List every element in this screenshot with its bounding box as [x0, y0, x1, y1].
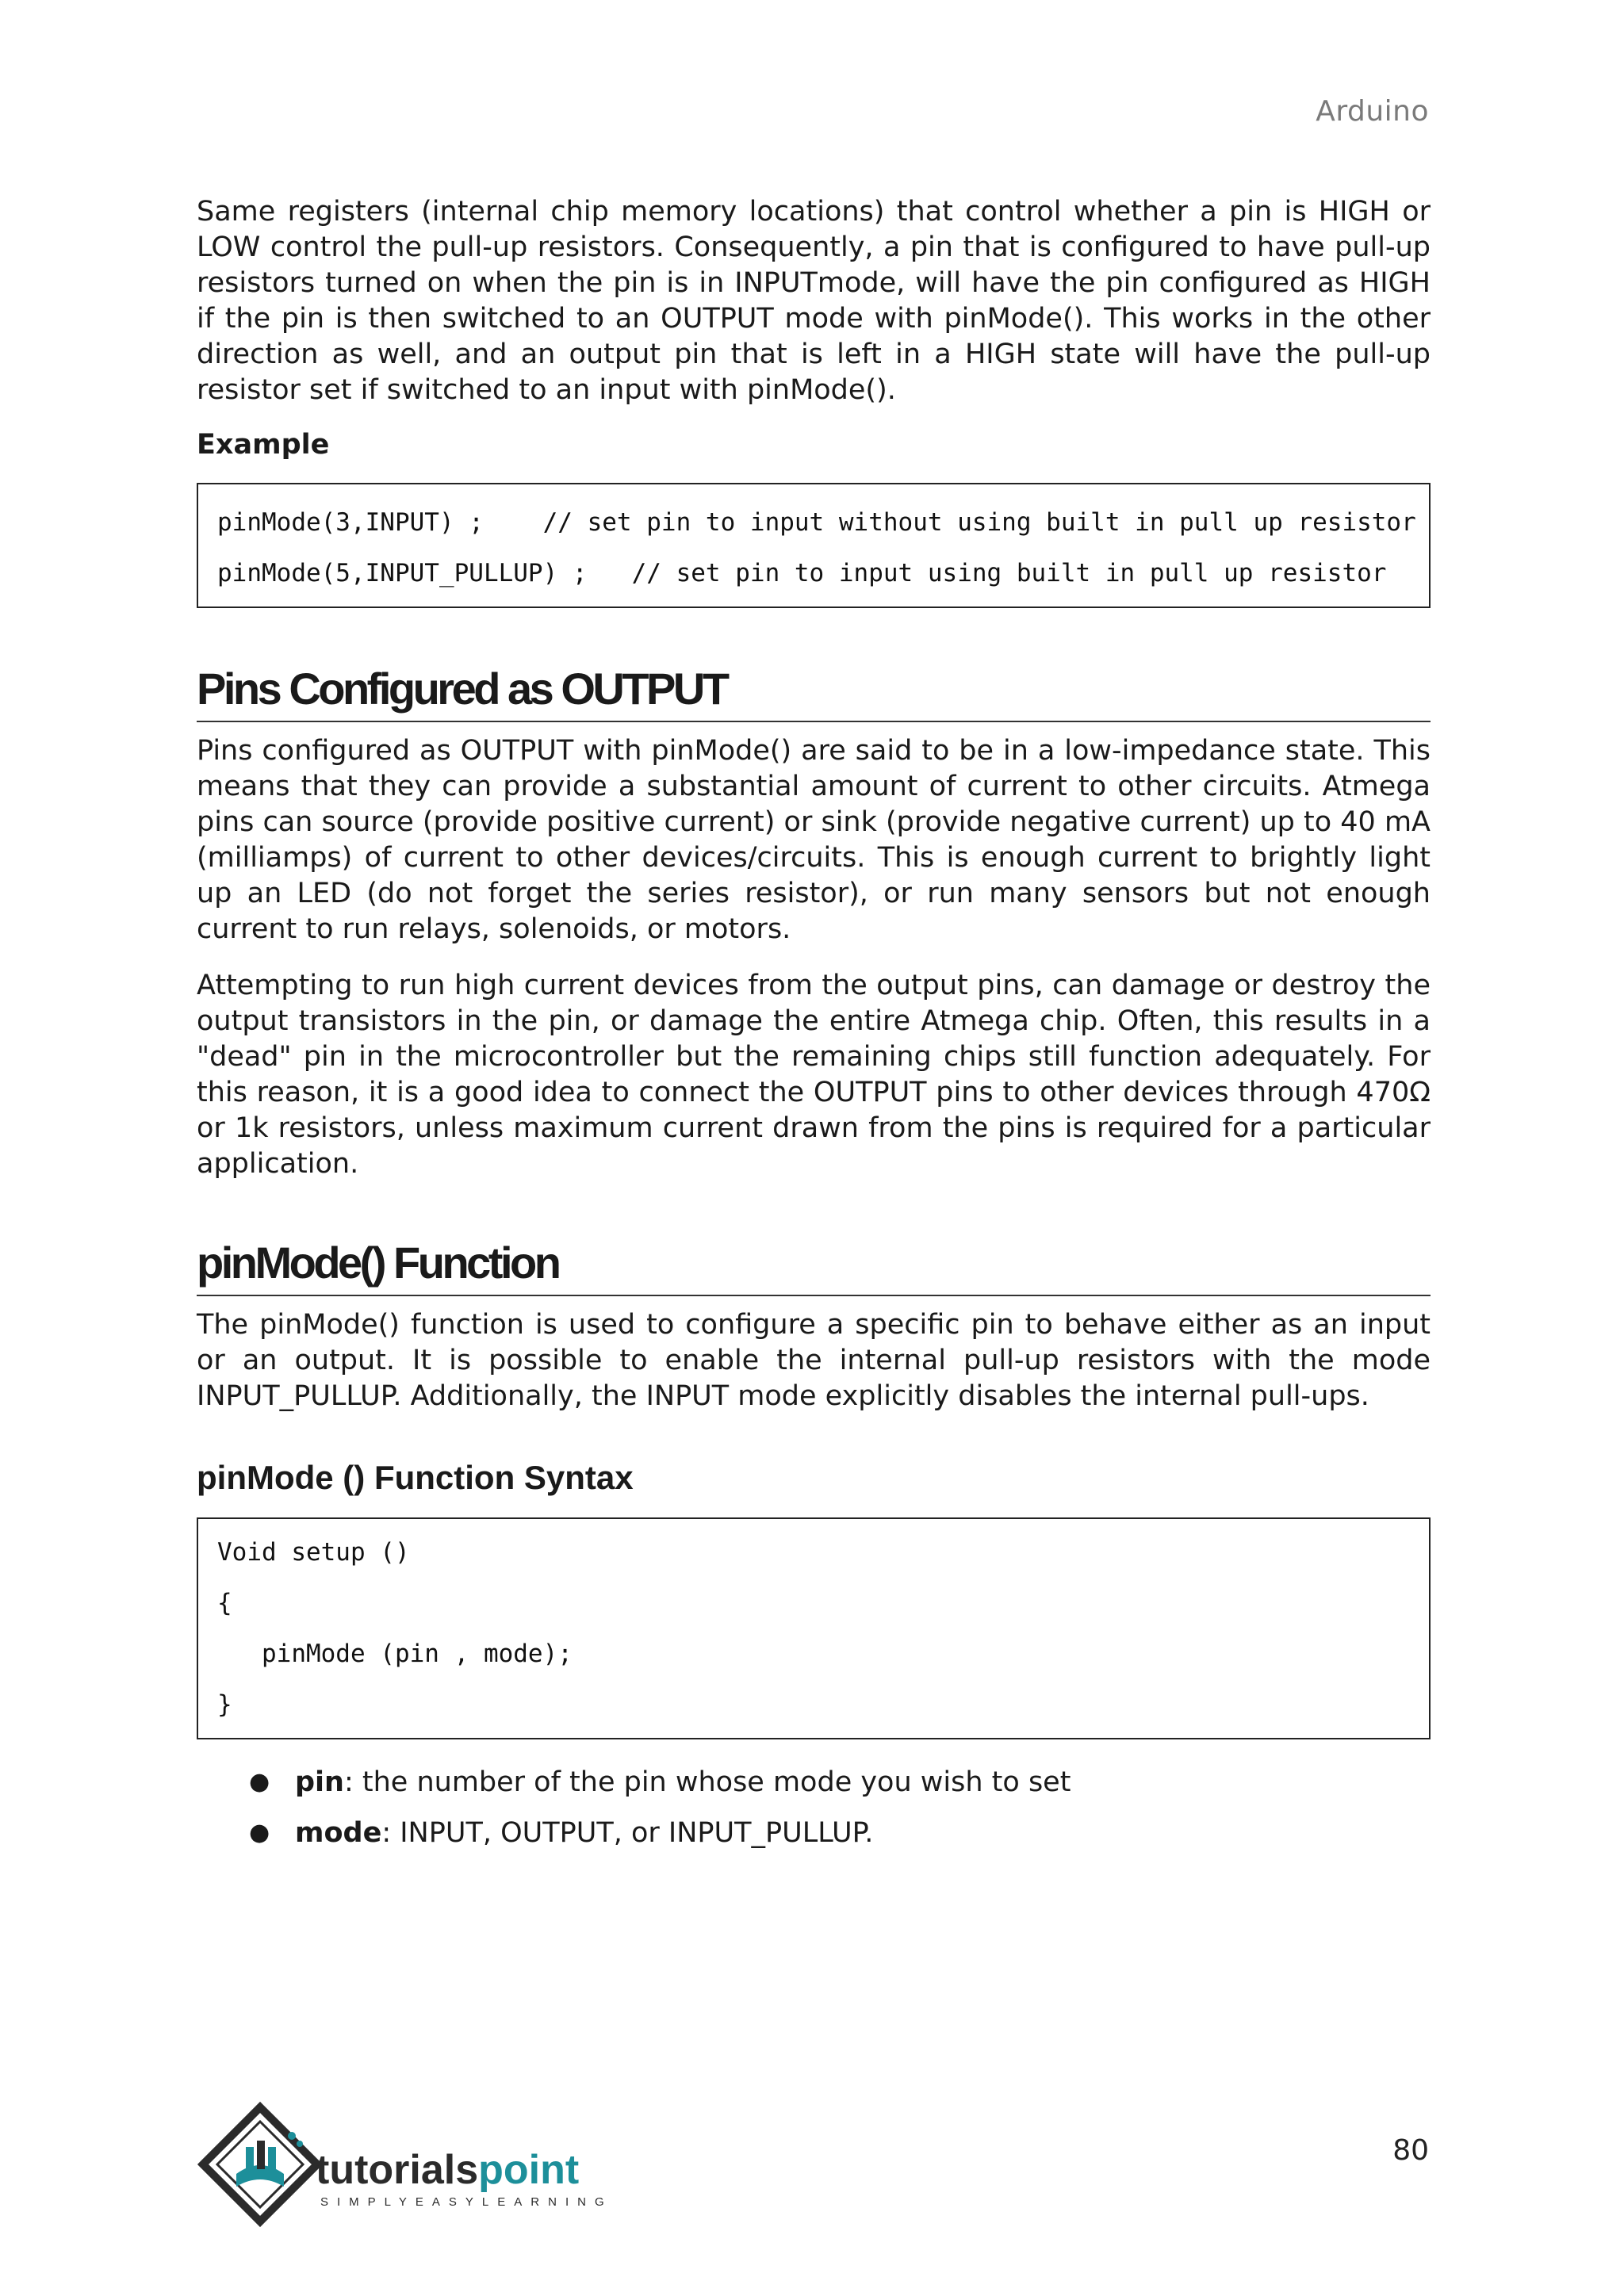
pinmode-paragraph: The pinMode() function is used to configure a specific pin to behave either as an input or an output. It is possible to enable the internal pull-up resistors with the mode INPUT_PULLUP. Additionally, the INPUT mode explicitly disables the internal pull-ups.	[197, 1309, 1431, 1412]
bullet-icon: ●	[249, 1768, 270, 1796]
code-line	[217, 548, 1410, 599]
section-title-pinmode: pinMode() Function	[197, 1234, 1431, 1296]
example-code-block	[197, 483, 1431, 608]
example-label: Example	[197, 429, 330, 461]
code-line: {	[217, 1589, 232, 1617]
code-line: pinMode (pin , mode);	[217, 1640, 573, 1668]
parameter-list	[197, 1757, 1431, 1858]
code-line	[217, 497, 1416, 548]
tutorialspoint-logo	[197, 2101, 625, 2236]
bullet-icon: ●	[249, 1819, 270, 1846]
param-term: pin	[295, 1766, 344, 1798]
code-line: }	[217, 1690, 232, 1719]
syntax-code-block	[197, 1517, 1431, 1739]
code-statement: pinMode(3,INPUT) ;	[217, 508, 484, 537]
code-line: Void setup ()	[217, 1538, 410, 1567]
page-content	[197, 194, 1431, 1858]
running-header: Arduino	[1316, 95, 1429, 128]
logo-diamond-icon	[203, 2107, 317, 2221]
output-paragraph: Attempting to run high current devices from the output pins, can damage or destroy the output transistors in the pin, or damage the entire Atmega chip. Often, this results in a "dead" pin in the microcontroller but the remaining chips still function adequately. For this reason, it is a good idea to connect the OUTPUT pins to other devices through 470Ω or 1k resistors, unless maximum current drawn from the pins is required for a particular application.	[197, 970, 1431, 1180]
param-term: mode	[295, 1817, 382, 1849]
code-comment: // set pin to input without using built in pull up resistor	[542, 508, 1416, 537]
output-paragraph: Pins configured as OUTPUT with pinMode() are said to be in a low-impedance state. This means that they can provide a substantial amount of current to other circuits. Atmega pins can source (provide positive current) or sink (provide negative current) up to 40 mA (milliamps) of current to other devices/circuits. This is enough current to brightly light up an LED (do not forget the series resistor), or run many sensors but not enough current to run relays, solenoids, or motors.	[197, 735, 1431, 945]
page-number: 80	[1392, 2134, 1429, 2167]
intro-paragraph: Same registers (internal chip memory locations) that control whether a pin is HIGH or LOW control the pull-up resistors. Consequently, a pin that is configured to have pull-up resistors turned on when the pin is in INPUTmode, will have the pin configured as HIGH if the pin is then switched to an OUTPUT mode with pinMode(). This works in the other direction as well, and an output pin that is left in a HIGH state will have the pull-up resistor set if switched to an input with pinMode().	[197, 196, 1431, 406]
list-item	[197, 1757, 1431, 1808]
code-statement: pinMode(5,INPUT_PULLUP) ;	[217, 559, 588, 587]
syntax-subtitle: pinMode () Function Syntax	[197, 1459, 634, 1496]
logo-tagline: SIMPLYEASYLEARNING	[320, 2195, 613, 2209]
param-desc: : INPUT, OUTPUT, or INPUT_PULLUP.	[381, 1817, 874, 1849]
param-desc: : the number of the pin whose mode you wish to set	[343, 1766, 1071, 1798]
section-title-output: Pins Configured as OUTPUT	[197, 660, 1431, 722]
list-item	[197, 1808, 1431, 1858]
logo-wordmark: tutorialspoint	[316, 2147, 580, 2193]
code-comment: // set pin to input using built in pull up resistor	[631, 559, 1387, 587]
